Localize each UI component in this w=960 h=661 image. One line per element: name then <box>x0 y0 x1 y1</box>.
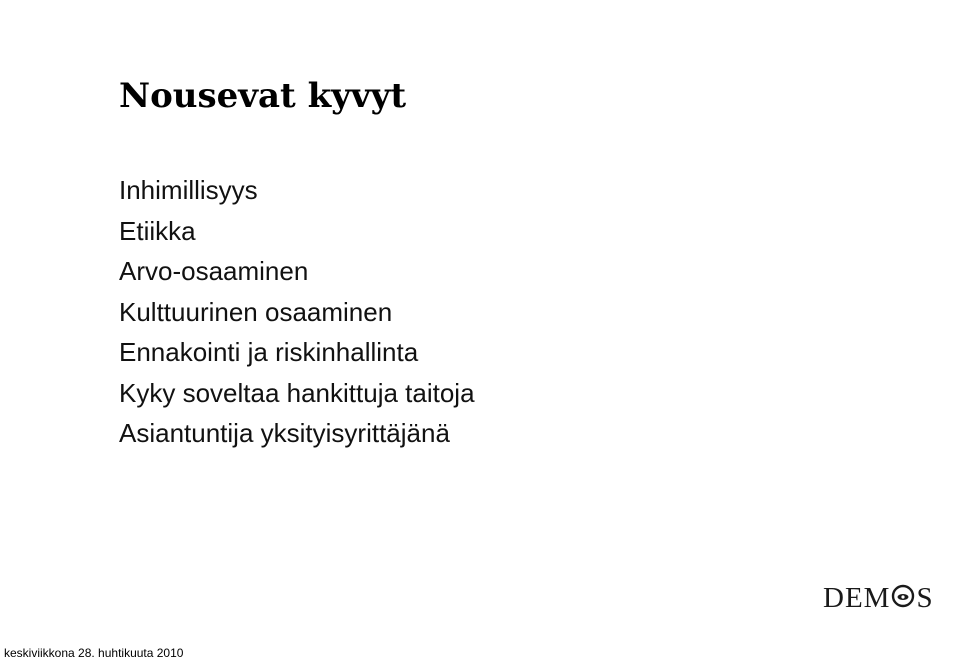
bullet-item: Inhimillisyys <box>119 175 258 205</box>
bullet-item: Etiikka <box>119 215 196 246</box>
bullet-item: Arvo-osaaminen <box>119 256 309 286</box>
bullet-item: Ennakointi ja riskinhallinta <box>119 337 419 367</box>
bullet-item: Asiantuntija yksityisyrittäjänä <box>119 418 450 448</box>
bullet-list <box>119 170 475 454</box>
bullet-item: Kulttuurinen osaaminen <box>119 296 393 327</box>
logo-text-right: S <box>916 582 934 614</box>
logo-text-left: DEM <box>823 582 891 614</box>
eye-o-icon <box>891 584 915 613</box>
demos-logo <box>823 578 943 618</box>
footer-date: keskiviikkona 28. huhtikuuta 2010 <box>4 646 184 660</box>
slide-title: Nousevat kyvyt <box>119 76 407 116</box>
bullet-item: Kyky soveltaa hankittuja taitoja <box>119 377 475 408</box>
